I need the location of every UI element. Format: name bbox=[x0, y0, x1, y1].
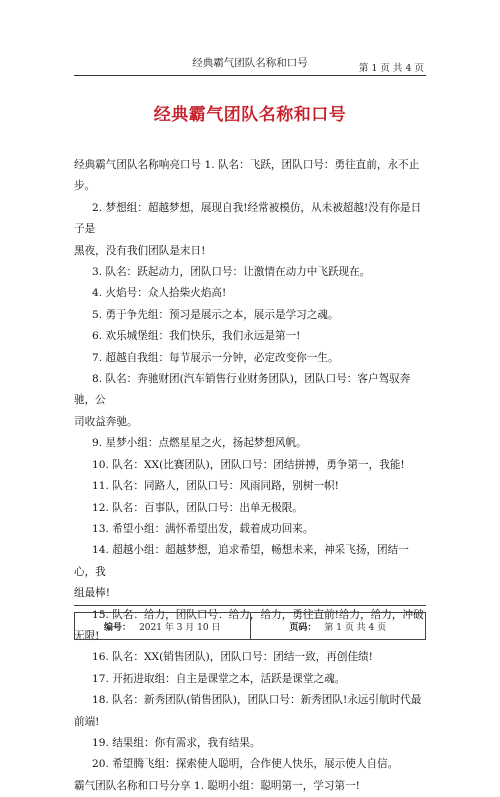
body-line: 16. 队名：XX(销售团队)，团队口号：团结一致，再创佳绩! bbox=[92, 651, 373, 664]
header-divider bbox=[74, 75, 426, 76]
body-line: 10. 队名：XX(比赛团队)，团队口号：团结拼搏，勇争第一，我能! bbox=[92, 458, 405, 471]
document-title: 经典霸气团队名称和口号 bbox=[153, 105, 347, 125]
body-line: 经典霸气团队名称响亮口号 1. 队名：飞跃，团队口号：勇往直前，永不止 bbox=[74, 159, 420, 171]
footer-code-label: 编号： bbox=[104, 622, 132, 633]
body-line: 4. 火焰号：众人拾柴火焰高! bbox=[92, 287, 227, 300]
body-line: 12. 队名：百事队，团队口号：出单无极限。 bbox=[92, 501, 303, 514]
footer-page-label: 页码： bbox=[289, 622, 317, 633]
document-body bbox=[74, 155, 428, 797]
body-line: 3. 队名：跃起动力，团队口号：让激情在动力中飞跃现在。 bbox=[92, 266, 371, 279]
body-line: 9. 星梦小组：点燃星星之火，扬起梦想风帆。 bbox=[92, 437, 307, 450]
body-line: 15. 队名：给力，团队口号：给力，给力，勇往直前!给力，给力，冲破无限! bbox=[74, 608, 424, 642]
footer-info-box bbox=[74, 612, 426, 640]
footer-page-cell bbox=[250, 613, 426, 639]
body-line: 2. 梦想组：超越梦想，展现自我!经常被模仿，从未被超越!没有你是日子是 bbox=[74, 201, 422, 236]
body-line: 8. 队名：奔驰财团(汽车销售行业财务团队)，团队口号：客户驾驭奔驰，公 bbox=[74, 373, 411, 407]
body-line: 11. 队名：同路人，团队口号：风雨同路，别树一帜! bbox=[92, 480, 339, 493]
body-line: 19. 结果组：你有需求，我有结果。 bbox=[92, 736, 261, 749]
running-header-title: 经典霸气团队名称和口号 bbox=[192, 57, 308, 69]
body-line: 17. 开拓进取组：自主是课堂之本，活跃是课堂之魂。 bbox=[92, 672, 346, 685]
footer-code-value: 2021 年 3 月 10 日 bbox=[139, 622, 221, 633]
body-line: 14. 超越小组：超越梦想，追求希望，畅想未来，神采飞扬，团结一心，我 bbox=[74, 544, 409, 578]
footer-code-cell bbox=[75, 613, 250, 639]
body-line: 霸气团队名称和口号分享 1. 聪明小组：聪明第一，学习第一! bbox=[74, 779, 360, 792]
body-line: 7. 超越自我组：每节展示一分钟，必定改变你一生。 bbox=[92, 351, 339, 364]
body-line: 组最棒! bbox=[74, 587, 111, 600]
body-line: 18. 队名：新秀团队(销售团队)，团队口号：新秀团队!永远引航时代最前端! bbox=[74, 694, 422, 728]
body-line: 5. 勇于争先组：预习是展示之本，展示是学习之魂。 bbox=[92, 308, 339, 321]
body-line: 司收益奔驰。 bbox=[74, 415, 138, 428]
body-line: 步。 bbox=[74, 180, 96, 193]
body-line: 20. 希望腾飞组：探索使人聪明，合作使人快乐，展示使人自信。 bbox=[92, 758, 399, 771]
body-line: 黑夜，没有我们团队是末日! bbox=[74, 244, 206, 257]
footer-page-value: 第 1 页 共 4 页 bbox=[324, 622, 387, 633]
body-line: 13. 希望小组：满怀希望出发，载着成功回来。 bbox=[92, 522, 314, 535]
footer-divider bbox=[74, 605, 426, 606]
running-header-page-info: 第 1 页 共 4 页 bbox=[358, 63, 424, 74]
body-line: 6. 欢乐城堡组：我们快乐，我们永远是第一! bbox=[92, 330, 301, 343]
